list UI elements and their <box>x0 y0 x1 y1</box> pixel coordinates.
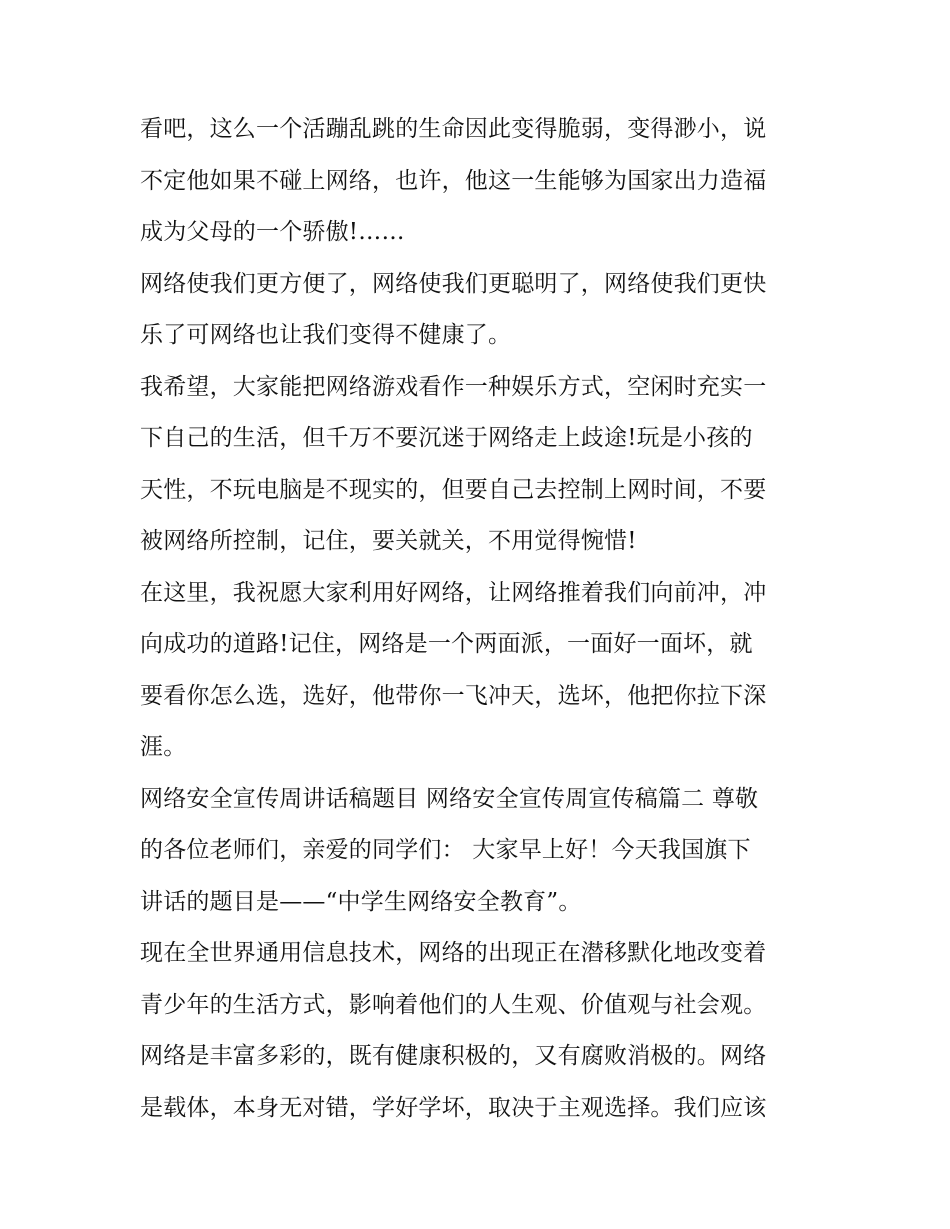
text-line: 网络使我们更方便了，网络使我们更聪明了，网络使我们更快 <box>140 270 767 297</box>
text-line: 是载体，本身无对错，学好学坏，取决于主观选择。我们应该 <box>140 1094 767 1121</box>
text-line: 下自己的生活，但千万不要沉迷于网络走上歧途!玩是小孩的 <box>140 425 753 451</box>
text-line: 成为父母的一个骄傲!…… <box>140 219 405 245</box>
document-body <box>140 104 830 1134</box>
text-line: 网络安全宣传周讲话稿题目 网络安全宣传周宣传稿篇二 尊敬 <box>140 785 759 812</box>
text-line: 在这里，我祝愿大家利用好网络，让网络推着我们向前冲，冲 <box>140 579 767 606</box>
text-line: 的各位老师们，亲爱的同学们： 大家早上好！今天我国旗下 <box>140 837 751 863</box>
text-line: 天性，不玩电脑是不现实的，但要自己去控制上网时间，不要 <box>140 476 767 503</box>
text-line: 现在全世界通用信息技术，网络的出现正在潜移默化地改变着 <box>140 940 767 966</box>
text-line: 被网络所控制，记住，要关就关，不用觉得惋惜! <box>140 528 637 554</box>
text-line: 乐了可网络也让我们变得不健康了。 <box>140 322 512 348</box>
text-line: 看吧，这么一个活蹦乱跳的生命因此变得脆弱，变得渺小，说 <box>140 116 767 142</box>
text-line: 要看你怎么选，选好，他带你一飞冲天，选坏，他把你拉下深 <box>140 682 767 709</box>
text-line: 讲话的题目是——“中学生网络安全教育”。 <box>140 888 582 915</box>
text-line: 不定他如果不碰上网络，也许，他这一生能够为国家出力造福 <box>140 167 767 194</box>
text-line: 网络是丰富多彩的，既有健康积极的，又有腐败消极的。网络 <box>140 1043 767 1069</box>
text-line: 我希望，大家能把网络游戏看作一种娱乐方式，空闲时充实一 <box>140 373 767 400</box>
text-line: 涯。 <box>140 734 187 760</box>
text-line: 向成功的道路!记住，网络是一个两面派，一面好一面坏，就 <box>140 631 753 657</box>
text-line: 青少年的生活方式，影响着他们的人生观、价值观与社会观。 <box>140 991 767 1018</box>
